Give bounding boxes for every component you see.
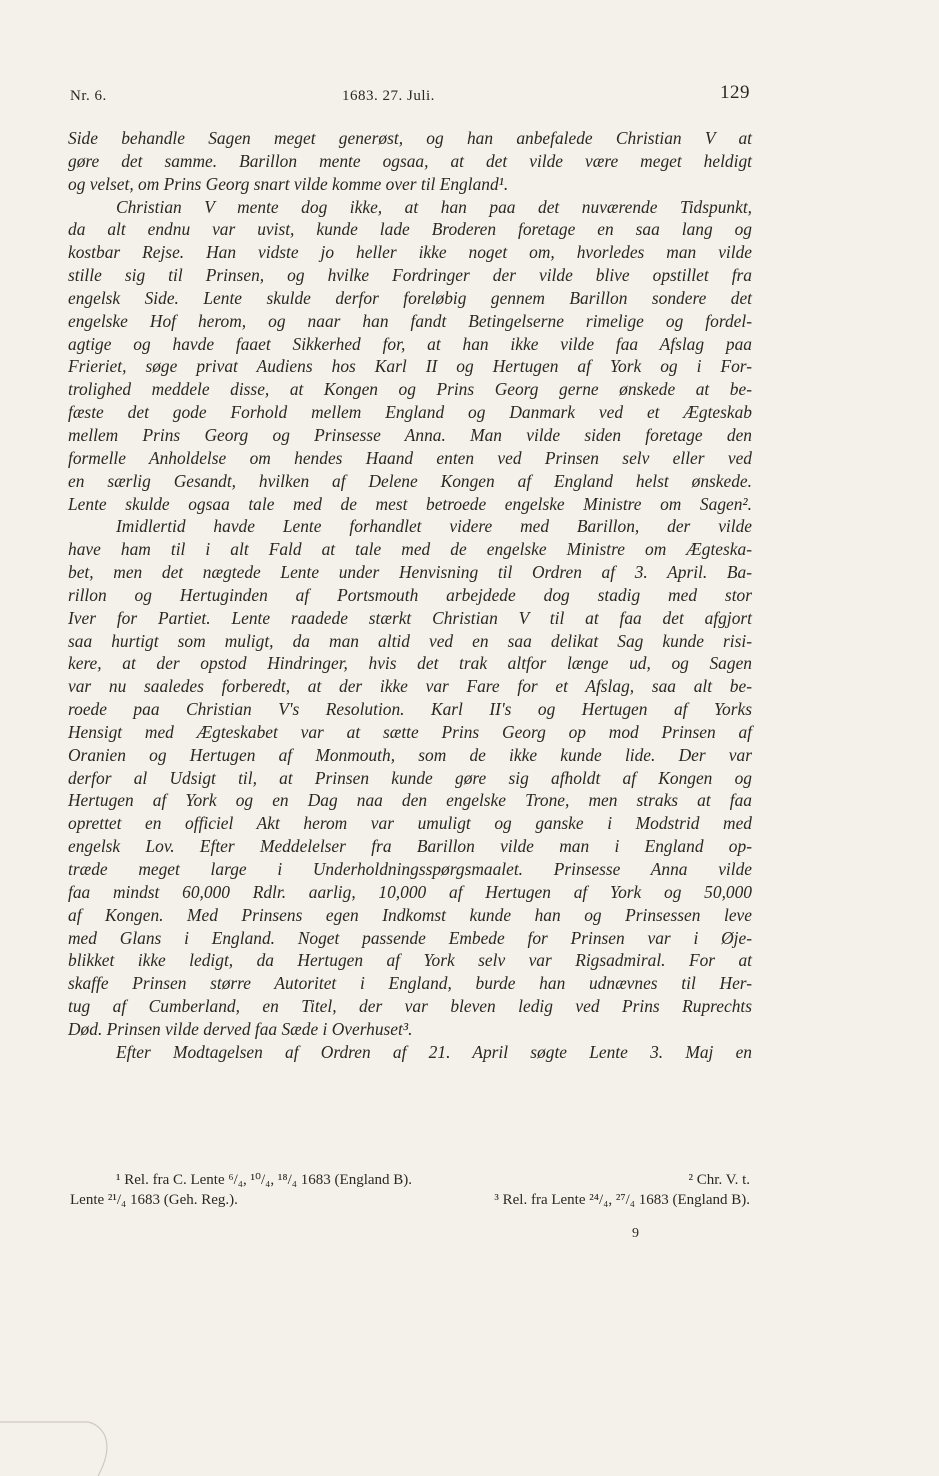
text-line: trolighed meddele disse, at Kongen og Prins Georg gerne ønskede at be- [68,379,752,400]
page-corner-fold [0,1410,120,1476]
text-line: faa mindst 60,000 Rdlr. aarlig, 10,000 af Hertugen af York og 50,000 [68,881,752,902]
text-line: engelsk Side. Lente skulde derfor foreløbig gennem Barillon sondere det [68,287,752,308]
text-line: kere, at der opstod Hindringer, hvis det trak altfor længe ud, og Sagen [68,653,752,674]
text-line: Frieriet, søge privat Audiens hos Karl II og Hertugen af York og i For- [68,356,752,377]
text-line: derfor al Udsigt til, at Prinsen kunde gøre sig afholdt af Kongen og [68,767,752,788]
text-line: formelle Anholdelse om hendes Haand enten ved Prinsen selv eller ved [68,447,752,468]
text-line: med Glans i England. Noget passende Embede for Prinsen var i Øje- [68,927,752,948]
footnote-3: ³ Rel. fra Lente ²⁴/₄, ²⁷/₄ 1683 (England B). [494,1192,750,1208]
header-date: 1683. 27. Juli. [342,88,435,104]
text-line: oprettet en officiel Akt herom var umuligt og ganske i Modstrid med [68,813,752,834]
text-line: tug af Cumberland, en Titel, der var bleven ledig ved Prins Ruprechts [68,996,752,1017]
text-line: blikket ikke ledigt, da Hertugen af York selv var Rigsadmiral. For at [68,950,752,971]
text-line: Død. Prinsen vilde derved faa Sæde i Overhuset³. [68,1018,413,1039]
footnote-2-end: Lente ²¹/₄ 1683 (Geh. Reg.). [70,1192,238,1208]
text-line: træde meget large i Underholdningsspørgsmaalet. Prinsesse Anna vilde [68,859,752,879]
issue-number: Nr. 6. [70,88,107,104]
running-header [70,82,750,108]
footnote-line [70,1190,750,1210]
text-line: bet, men det nægtede Lente under Henvisning til Ordren af 3. April. Ba- [68,562,752,583]
text-line: rillon og Hertuginden af Portsmouth arbejdede dog stadig med stor [68,584,752,605]
text-line: af Kongen. Med Prinsens egen Indkomst kunde han og Prinsessen leve [68,904,752,925]
text-line: stille sig til Prinsen, og hvilke Fordringer der vilde blive opstillet fra [68,265,752,286]
text-line: Hertugen af York og en Dag naa den engelske Trone, men straks at faa [68,790,752,811]
footnote-2-start: ² Chr. V. t. [688,1172,750,1188]
text-line: agtige og havde faaet Sikkerhed for, at han ikke vilde faa Afslag paa [68,333,752,354]
text-line: skaffe Prinsen større Autoritet i England, burde han udnævnes til Her- [68,973,752,994]
text-line: Iver for Partiet. Lente raadede stærkt Christian V til at faa det afgjort [68,607,752,628]
text-line: da alt endnu var uvist, kunde lade Broderen foretage en saa lang og [68,219,752,240]
footnotes [70,1170,750,1210]
text-line: fæste det gode Forhold mellem England og Danmark ved et Ægteskab [68,402,752,423]
text-line: roede paa Christian V's Resolution. Karl II's og Hertugen af Yorks [68,699,752,720]
page-number: 129 [720,82,750,103]
text-line: mellem Prins Georg og Prinsesse Anna. Man vilde siden foretage den [68,424,752,445]
text-line: engelske Hof herom, og naar han fandt Betingelserne rimelige og fordel- [68,310,752,331]
text-line: Lente skulde ogsaa tale med de mest betroede engelske Ministre om Sagen². [68,493,752,514]
text-line: Oranien og Hertugen af Monmouth, som de ikke kunde lide. Der var [68,744,752,765]
footnote-1: ¹ Rel. fra C. Lente ⁶/₄, ¹⁰/₄, ¹⁸/₄ 1683 (England B). [116,1172,413,1188]
text-line: saa hurtigt som muligt, da man altid ved en saa delikat Sag kunde risi- [68,630,752,651]
text-line: Efter Modtagelsen af Ordren af 21. April søgte Lente 3. Maj en [116,1041,752,1062]
text-line: Christian V mente dog ikke, at han paa det nuværende Tidspunkt, [116,196,752,217]
text-line: Imidlertid havde Lente forhandlet videre med Barillon, der vilde [116,516,752,537]
footnote-line [70,1170,750,1190]
text-line: engelsk Lov. Efter Meddelelser fra Barillon vilde man i England op- [68,836,752,857]
text-line: Hensigt med Ægteskabet var at sætte Prins Georg op mod Prinsen af [68,721,752,742]
text-line: var nu saaledes forberedt, at der ikke var Fare for et Afslag, saa alt be- [68,676,752,697]
text-line: gøre det samme. Barillon mente ogsaa, at det vilde være meget heldigt [68,150,752,171]
text-line: kostbar Rejse. Han vidste jo heller ikke noget om, hvorledes man vilde [68,242,752,263]
body-text [68,127,752,1064]
signature-mark: 9 [632,1226,639,1241]
text-line: Side behandle Sagen meget generøst, og han anbefalede Christian V at [68,128,752,148]
text-line: have ham til i alt Fald at tale med de engelske Ministre om Ægteska- [68,539,752,560]
text-line: og velset, om Prins Georg snart vilde komme over til England¹. [68,173,509,194]
text-line: en særlig Gesandt, hvilken af Delene Kongen af England helst ønskede. [68,470,752,491]
